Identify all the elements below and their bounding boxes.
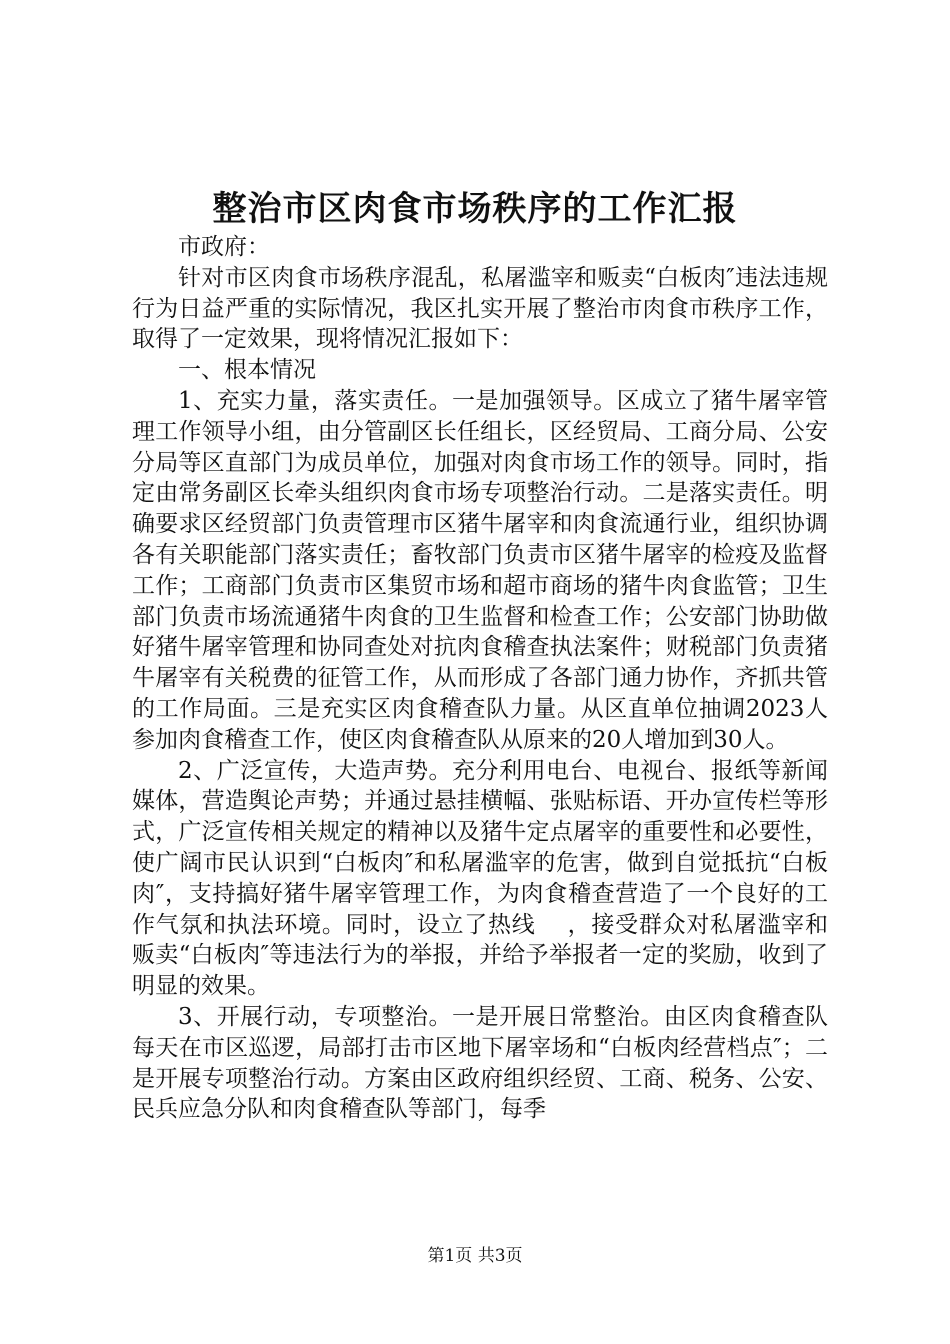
document-title: 整治市区肉食市场秩序的工作汇报 <box>212 189 738 229</box>
page-number-footer: 第1页 共3页 <box>427 1246 523 1266</box>
document-body <box>132 232 828 1125</box>
salutation: 市政府： <box>178 234 270 260</box>
section-heading: 一、根本情况 <box>178 357 316 384</box>
intro-paragraph: 针对市区肉食市场秩序混乱，私屠滥宰和贩卖“白板肉″违法违规行为日益严重的实际情况，我区扎实开展了整治市肉食市秩序工作，取得了一定效果，现将情况汇报如下： <box>132 264 828 353</box>
paragraph-item-3: 3、开展行动，专项整治。一是开展日常整治。由区肉食稽查队每天在市区巡逻，局部打击市区地下屠宰场和“白板肉经营档点″；二是开展专项整治行动。方案由区政府组织经贸、工商、税务、公安、民兵应急分队和肉食稽查队等部门，每季 <box>132 1003 828 1123</box>
paragraph-item-2: 2、广泛宣传，大造声势。充分利用电台、电视台、报纸等新闻媒体，营造舆论声势；并通过悬挂横幅、张贴标语、开办宣传栏等形式，广泛宣传相关规定的精神以及猪牛定点屠宰的重要性和必要性，使广阔市民认识到“白板肉″和私屠滥宰的危害，做到自觉抵抗“白板肉″，支持搞好猪牛屠宰管理工作，为肉食稽查营造了一个良好的工作气氛和执法环境。同时，设立了热线 ，接受群众对私屠滥宰和贩卖“白板肉″等违法行为的举报，并给予举报者一定的奖励，收到了明显的效果。 <box>132 757 828 1000</box>
paragraph-item-1: 1、充实力量，落实责任。一是加强领导。区成立了猪牛屠宰管理工作领导小组，由分管副区长任组长，区经贸局、工商分局、公安分局等区直部门为成员单位，加强对肉食市场工作的领导。同时，指定由常务副区长牵头组织肉食市场专项整治行动。二是落实责任。明确要求区经贸部门负责管理市区猪牛屠宰和肉食流通行业，组织协调各有关职能部门落实责任；畜牧部门负责市区猪牛屠宰的检疫及监督工作；工商部门负责市区集贸市场和超市商场的猪牛肉食监管；卫生部门负责市场流通猪牛肉食的卫生监督和检查工作；公安部门协助做好猪牛屠宰管理和协同查处对抗肉食稽查执法案件；财税部门负责猪牛屠宰有关税费的征管工作，从而形成了各部门通力协作，齐抓共管的工作局面。三是充实区肉食稽查队力量。从区直单位抽调2023人参加肉食稽查工作，使区肉食稽查队从原来的20人增加到30人。 <box>132 387 828 753</box>
